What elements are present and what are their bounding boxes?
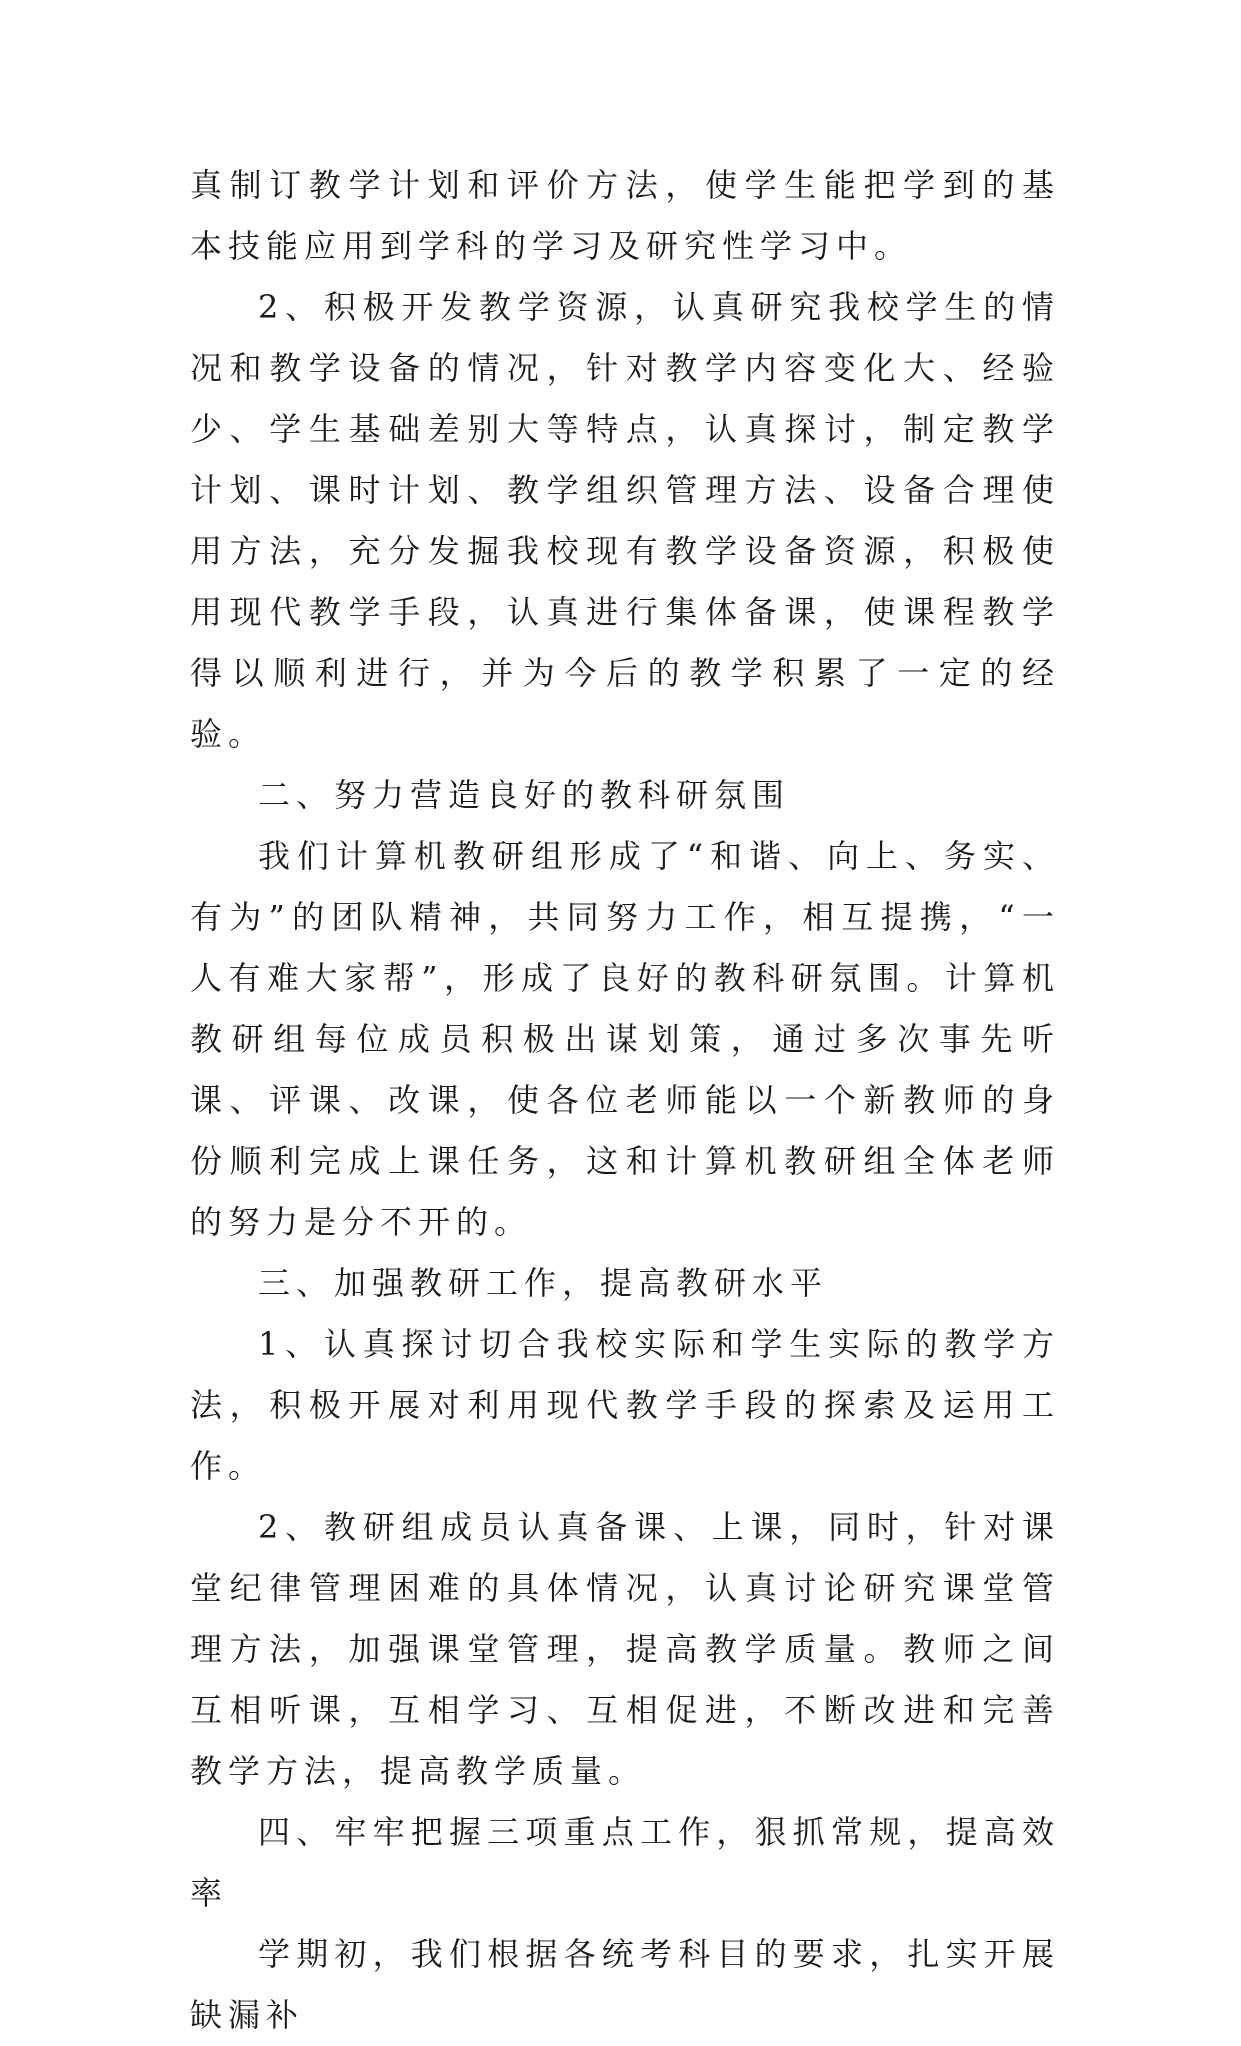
paragraph-1: 真制订教学计划和评价方法，使学生能把学到的基本技能应用到学科的学习及研究性学习中。: [190, 166, 1060, 265]
section-heading-3: 三、加强教研工作，提高教研水平: [258, 1264, 829, 1302]
section-heading-4: 四、牢牢把握三项重点工作，狠抓常规，提高效率: [190, 1813, 1060, 1912]
paragraph-4: 1、认真探讨切合我校实际和学生实际的教学方法，积极开展对利用现代教学手段的探索及运用工作。: [190, 1325, 1060, 1485]
paragraph-5: 2、教研组成员认真备课、上课，同时，针对课堂纪律管理困难的具体情况，认真讨论研究课堂管理方法，加强课堂管理，提高教学质量。教师之间互相听课，互相学习、互相促进，不断改进和完善教学方法，提高教学质量。: [190, 1508, 1060, 1790]
paragraph-6: 学期初，我们根据各统考科目的要求，扎实开展缺漏补: [190, 1935, 1060, 2034]
section-heading-2: 二、努力营造良好的教科研氛围: [258, 776, 791, 814]
paragraph-2: 2、积极开发教学资源，认真研究我校学生的情况和教学设备的情况，针对教学内容变化大、经验少、学生基础差别大等特点，认真探讨，制定教学计划、课时计划、教学组织管理方法、设备合理使用方法，充分发掘我校现有教学设备资源，积极使用现代教学手段，认真进行集体备课，使课程教学得以顺利进行，并为今后的教学积累了一定的经验。: [190, 288, 1060, 753]
paragraph-3: 我们计算机教研组形成了“和谐、向上、务实、有为”的团队精神，共同努力工作，相互提携，“一人有难大家帮”，形成了良好的教科研氛围。计算机教研组每位成员积极出谋划策，通过多次事先听课、评课、改课，使各位老师能以一个新教师的身份顺利完成上课任务，这和计算机教研组全体老师的努力是分不开的。: [190, 837, 1060, 1241]
document-body: [190, 155, 1060, 2046]
